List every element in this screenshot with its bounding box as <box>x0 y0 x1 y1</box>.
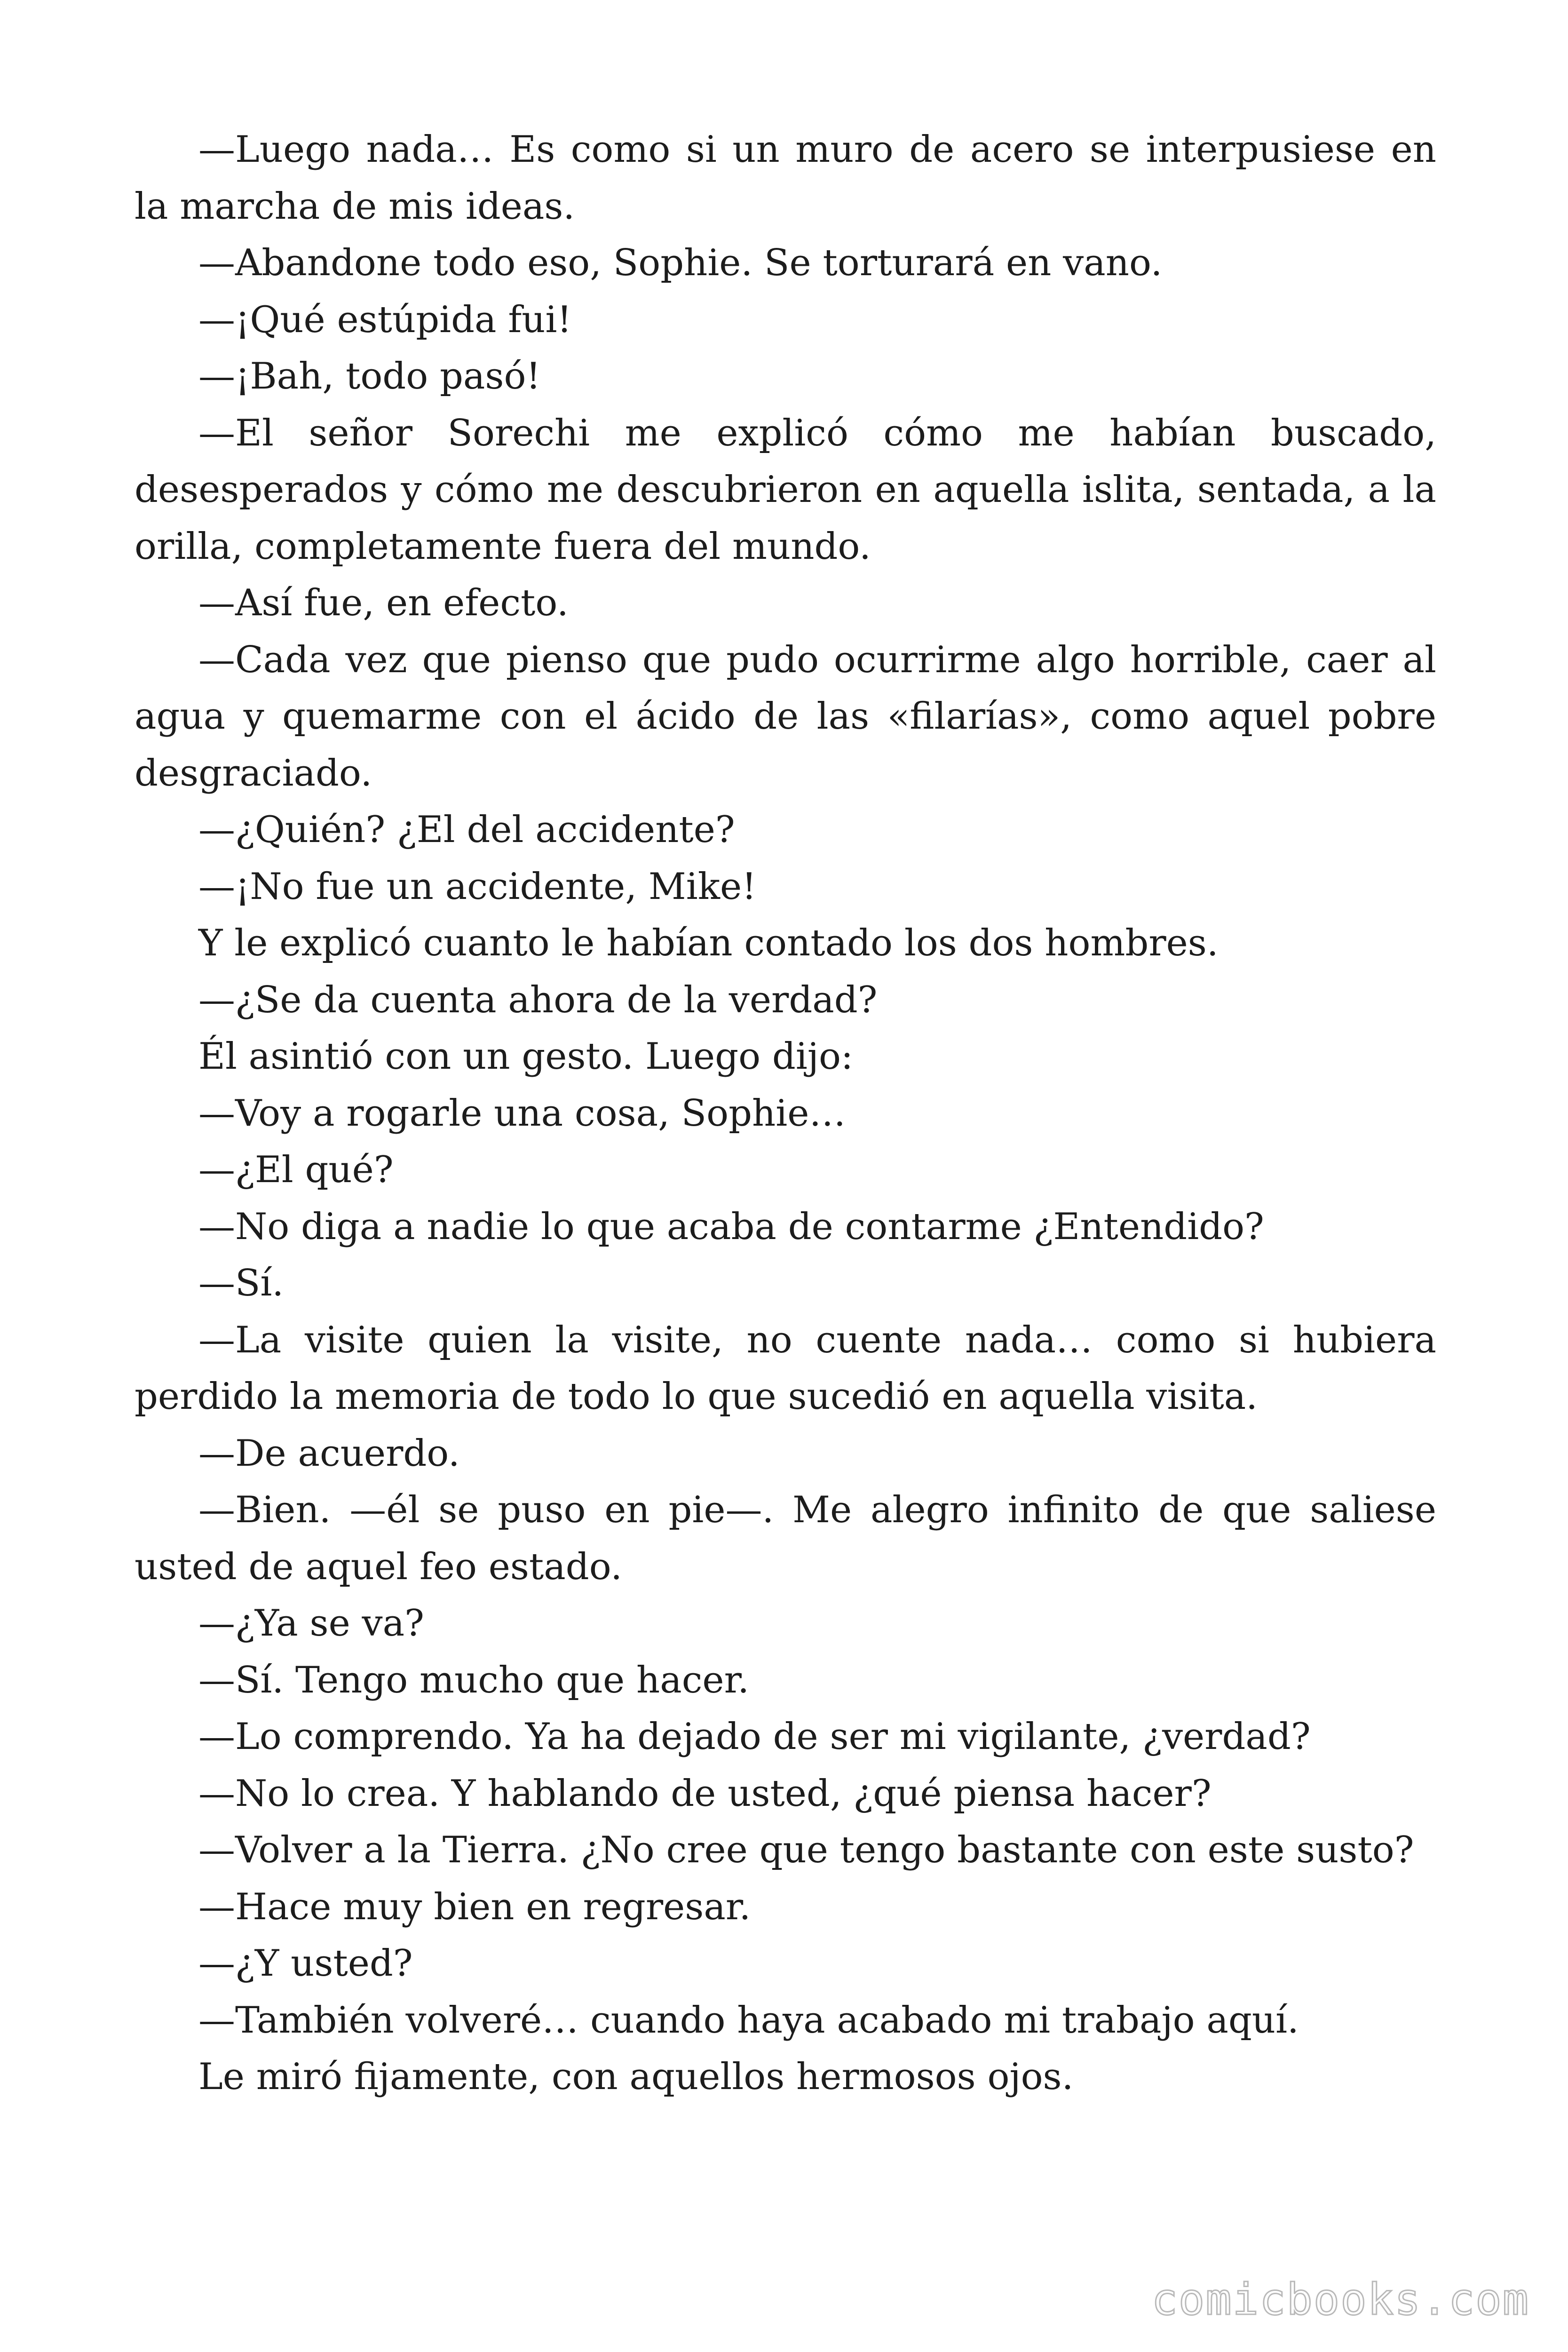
watermark: comicbooks.com <box>1151 2274 1529 2325</box>
paragraph: —Así fue, en efecto. <box>198 582 569 624</box>
paragraph: —La visite quien la visite, no cuente nada… como si hubiera perdido la memoria de todo lo que sucedió en aquella visita. <box>135 1319 1436 1418</box>
paragraph: —¿Ya se va? <box>198 1602 424 1645</box>
paragraph: —De acuerdo. <box>198 1432 460 1475</box>
paragraph: —Sí. Tengo mucho que hacer. <box>198 1659 750 1701</box>
paragraph: —Voy a rogarle una cosa, Sophie… <box>198 1092 846 1135</box>
paragraph: —Abandone todo eso, Sophie. Se torturará en vano. <box>198 242 1163 284</box>
paragraph: —Bien. —él se puso en pie—. Me alegro infinito de que saliese usted de aquel feo estado. <box>135 1489 1436 1588</box>
paragraph: —Sí. <box>198 1262 284 1304</box>
paragraph: Él asintió con un gesto. Luego dijo: <box>198 1035 854 1078</box>
paragraph: —Hace muy bien en regresar. <box>198 1885 751 1928</box>
paragraph: —¡Qué estúpida fui! <box>198 298 572 341</box>
paragraph: Le miró fijamente, con aquellos hermosos ojos. <box>198 2056 1074 2098</box>
paragraph: —No lo crea. Y hablando de usted, ¿qué piensa hacer? <box>198 1772 1212 1815</box>
paragraph: —También volveré… cuando haya acabado mi trabajo aquí. <box>198 1999 1299 2042</box>
paragraph: —Volver a la Tierra. ¿No cree que tengo bastante con este susto? <box>198 1829 1414 1871</box>
page-text <box>135 121 1436 2106</box>
paragraph: —Cada vez que pienso que pudo ocurrirme algo horrible, caer al agua y quemarme con el ácido de las «filarías», como aquel pobre desgraciado. <box>135 638 1436 795</box>
paragraph: —¿Quién? ¿El del accidente? <box>198 809 735 851</box>
paragraph: —¿Se da cuenta ahora de la verdad? <box>198 978 878 1021</box>
paragraph: —¿El qué? <box>198 1149 394 1191</box>
paragraph: —¿Y usted? <box>198 1942 413 1985</box>
paragraph: —Lo comprendo. Ya ha dejado de ser mi vigilante, ¿verdad? <box>198 1716 1311 1758</box>
paragraph: —Luego nada… Es como si un muro de acero se interpusiese en la marcha de mis ideas. <box>135 128 1436 228</box>
paragraph: —¡Bah, todo pasó! <box>198 355 541 397</box>
paragraph: Y le explicó cuanto le habían contado los dos hombres. <box>198 922 1219 964</box>
paragraph: —¡No fue un accidente, Mike! <box>198 865 757 908</box>
paragraph: —El señor Sorechi me explicó cómo me habían buscado, desesperados y cómo me descubrieron en aquella islita, sentada, a la orilla, completamente fuera del mundo. <box>135 412 1436 568</box>
paragraph: —No diga a nadie lo que acaba de contarme ¿Entendido? <box>198 1205 1264 1248</box>
